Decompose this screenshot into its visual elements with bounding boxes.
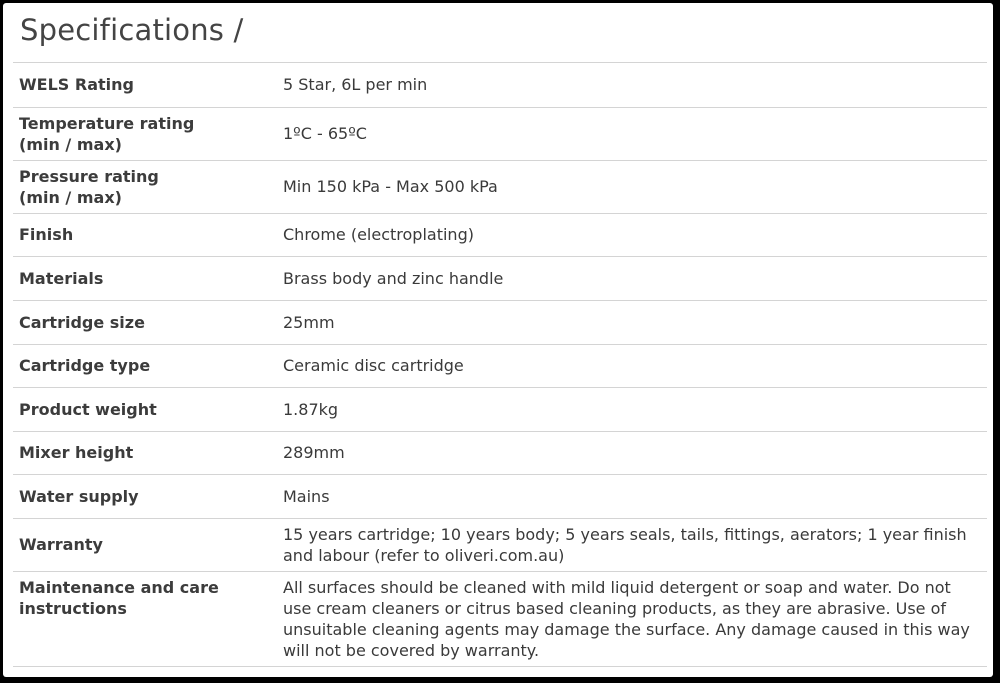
page-title: Specifications / [20,13,244,47]
table-row [13,431,987,474]
spec-label-finish: Finish [13,213,277,256]
spec-label-warranty: Warranty [13,518,277,571]
spec-value-temperature-rating: 1ºC - 65ºC [277,107,987,160]
table-row [13,256,987,300]
spec-label-maintenance: Maintenance and care instructions [13,571,277,666]
spec-value-finish: Chrome (electroplating) [277,213,987,256]
table-row [13,344,987,387]
table-row [13,160,987,213]
table-row [13,107,987,160]
spec-value-warranty: 15 years cartridge; 10 years body; 5 years seals, tails, fittings, aerators; 1 year finish and labour (refer to oliveri.com.au) [277,518,987,571]
table-row [13,571,987,666]
spec-label-mixer-height: Mixer height [13,431,277,474]
spec-value-wels-rating: 5 Star, 6L per min [277,63,987,107]
table-row [13,213,987,256]
specifications-panel [3,3,993,677]
table-row [13,387,987,431]
spec-value-product-weight: 1.87kg [277,387,987,431]
spec-label-temperature-rating: Temperature rating (min / max) [13,107,277,160]
spec-label-product-weight: Product weight [13,387,277,431]
spec-label-cartridge-type: Cartridge type [13,344,277,387]
spec-value-mixer-height: 289mm [277,431,987,474]
spec-value-pressure-rating: Min 150 kPa - Max 500 kPa [277,160,987,213]
spec-value-materials: Brass body and zinc handle [277,256,987,300]
table-row [13,63,987,107]
spec-label-water-supply: Water supply [13,474,277,518]
spec-label-wels-rating: WELS Rating [13,63,277,107]
spec-value-maintenance: All surfaces should be cleaned with mild liquid detergent or soap and water. Do not use cream cleaners or citrus based cleaning products, as they are abrasive. Use of unsuitable cleaning agents may damage the surface. Any damage caused in this way will not be covered by warranty. [277,571,987,666]
spec-value-cartridge-type: Ceramic disc cartridge [277,344,987,387]
specifications-table [13,63,987,667]
spec-value-cartridge-size: 25mm [277,300,987,344]
spec-value-water-supply: Mains [277,474,987,518]
spec-label-cartridge-size: Cartridge size [13,300,277,344]
spec-label-pressure-rating: Pressure rating (min / max) [13,160,277,213]
table-row [13,474,987,518]
table-row [13,518,987,571]
table-row [13,300,987,344]
spec-label-materials: Materials [13,256,277,300]
